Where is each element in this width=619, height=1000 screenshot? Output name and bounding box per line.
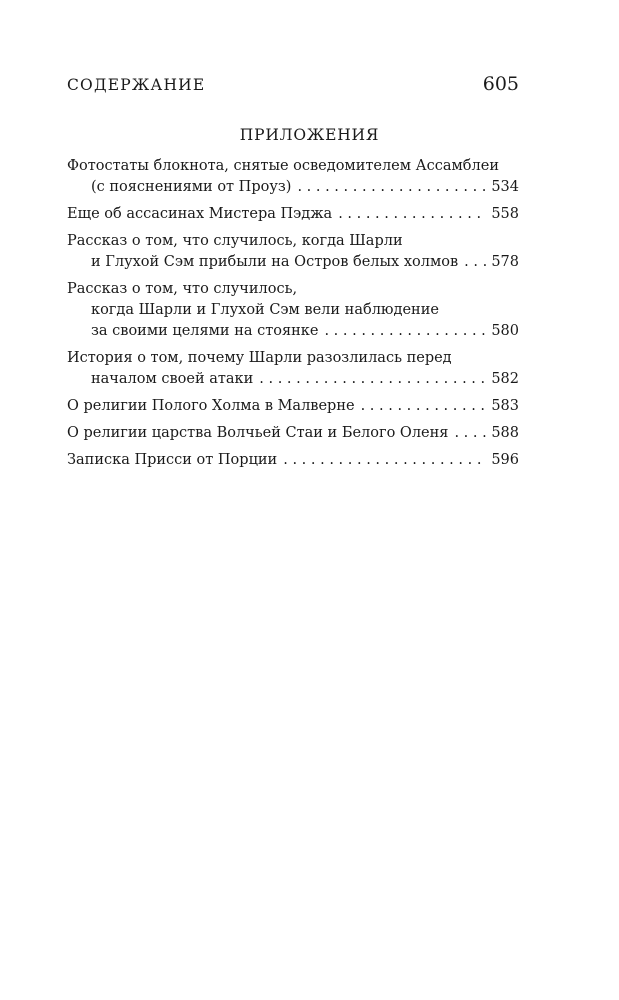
toc-entry: [67, 231, 519, 273]
toc-entry-line: О религии царства Волчьей Стаи и Белого Оленя: [67, 425, 449, 441]
dot-leader: [454, 423, 487, 444]
toc-entry-last-line: [67, 177, 519, 198]
toc-entry: [67, 204, 519, 225]
toc-entry-last-line: [67, 396, 519, 417]
toc-entry-last-line: [67, 204, 519, 225]
toc-entry-last-line: [67, 252, 519, 273]
toc-entry-last-line: [67, 321, 519, 342]
toc-entry-line: когда Шарли и Глухой Сэм вели наблюдение: [91, 302, 439, 318]
toc-entry-line: (с пояснениями от Проуз): [91, 179, 292, 195]
toc-entry-line: и Глухой Сэм прибыли на Остров белых холмов: [91, 254, 459, 270]
dot-leader: [297, 177, 487, 198]
toc-entry: [67, 279, 519, 342]
toc-entry-line: О религии Полого Холма в Малверне: [67, 398, 355, 414]
toc-page-number: 580: [491, 323, 519, 339]
toc-entry-line: Рассказ о том, что случилось, когда Шарли: [67, 233, 403, 249]
dot-leader: [361, 396, 488, 417]
toc-page-number: 588: [491, 425, 519, 441]
dot-leader: [464, 252, 487, 273]
toc-entry: [67, 396, 519, 417]
table-of-contents: [67, 156, 519, 477]
toc-entry: [67, 450, 519, 471]
dot-leader: [259, 369, 487, 390]
section-title: ПРИЛОЖЕНИЯ: [239, 126, 380, 144]
toc-page-number: 578: [491, 254, 519, 270]
toc-page-number: 596: [491, 452, 519, 468]
toc-entry-line: Рассказ о том, что случилось,: [67, 281, 298, 297]
toc-entry: [67, 423, 519, 444]
toc-entry: [67, 348, 519, 390]
page-number: 605: [482, 73, 519, 95]
toc-entry: [67, 156, 519, 198]
toc-entry-last-line: [67, 423, 519, 444]
toc-entry-line: Фотостаты блокнота, снятые осведомителем Ассамблеи: [67, 158, 499, 174]
toc-page-number: 534: [491, 179, 519, 195]
dot-leader: [338, 204, 487, 225]
toc-entry-line: Записка Присси от Порции: [67, 452, 278, 468]
running-head: СОДЕРЖАНИЕ: [67, 76, 206, 94]
toc-entry-line: началом своей атаки: [91, 371, 254, 387]
toc-page-number: 583: [491, 398, 519, 414]
toc-entry-line: История о том, почему Шарли разозлилась перед: [67, 350, 452, 366]
toc-entry-line: Еще об ассасинах Мистера Пэджа: [67, 206, 333, 222]
toc-entry-last-line: [67, 450, 519, 471]
toc-entry-last-line: [67, 369, 519, 390]
dot-leader: [283, 450, 487, 471]
toc-entry-line: за своими целями на стоянке: [91, 323, 319, 339]
toc-page-number: 558: [491, 206, 519, 222]
dot-leader: [324, 321, 487, 342]
toc-page-number: 582: [491, 371, 519, 387]
